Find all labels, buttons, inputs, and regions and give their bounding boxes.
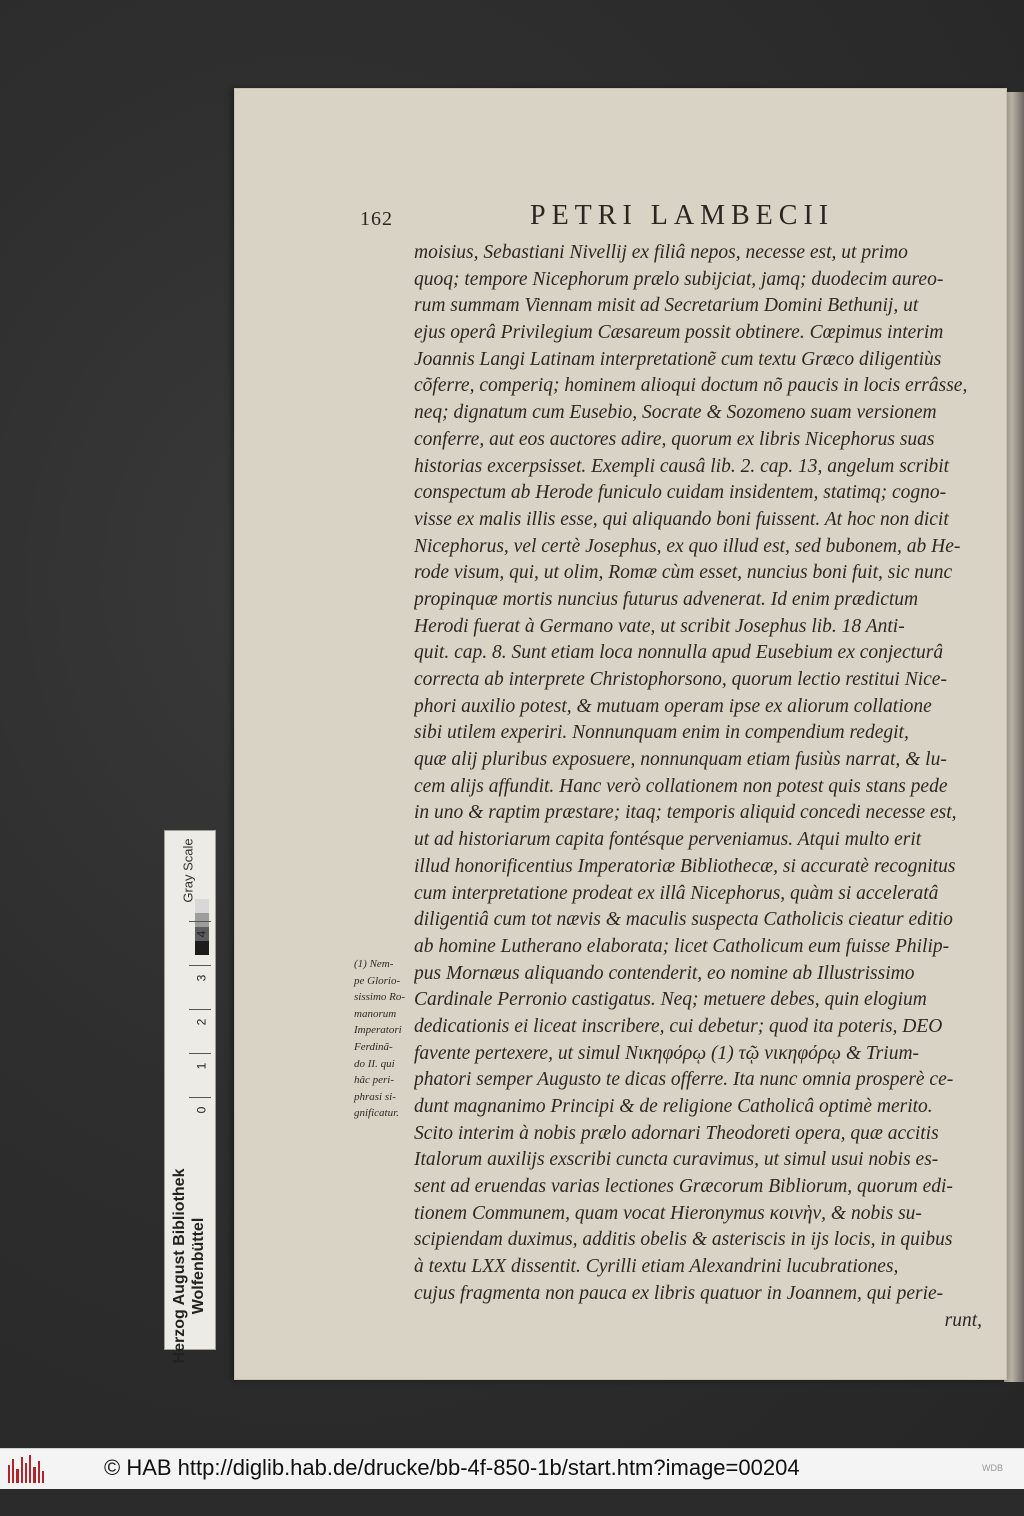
footer-bar <box>0 1448 1024 1489</box>
text-line: sibi utilem experiri. Nonnunquam enim in compendium redegit, <box>414 722 909 744</box>
text-line: Nicephorus, vel certè Josephus, ex quo illud est, sed bubonem, ab He- <box>414 535 961 557</box>
ruler-number: 4 <box>194 930 209 938</box>
text-line: Scito interim à nobis prælo adornari Theodoreti opera, quæ accitis <box>414 1122 939 1144</box>
text-line: in uno & raptim præstare; itaq; temporis aliquid concedi necesse est, <box>414 802 957 824</box>
text-line: visse ex malis illis esse, qui aliquando boni fuissent. At hoc non dicit <box>414 508 949 530</box>
text-line: phori auxilio potest, & mutuam operam ipse ex aliorum collatione <box>414 695 932 717</box>
text-line: phatori semper Augusto te dicas offerre. Ita nunc omnia prosperè ce- <box>414 1069 954 1091</box>
text-line: rode visum, qui, ut olim, Romæ cùm esset, nuncius boni fuit, sic nunc <box>414 562 953 584</box>
text-line: ab homine Lutherano elaborata; licet Catholicum eum fuisse Philip- <box>414 935 950 957</box>
brand-line-2: Wolfenbüttel <box>190 1217 207 1315</box>
logo-bar <box>33 1467 35 1483</box>
ruler-tick <box>189 1053 211 1054</box>
ruler-tick <box>189 1097 211 1098</box>
text-line: à textu LXX dissentit. Cyrilli etiam Alexandrini lucubrationes, <box>414 1256 899 1278</box>
ruler-tick <box>189 965 211 966</box>
body-text <box>414 240 982 1334</box>
logo-bar <box>21 1457 23 1483</box>
gray-patch <box>195 899 209 913</box>
logo-bar <box>42 1471 44 1483</box>
gray-scale-label: Gray Scale <box>180 838 196 903</box>
text-line: quoq; tempore Nicephorum prælo subijciat, jamq; duodecim aureo- <box>414 268 944 290</box>
marginal-note-line: gnificatur. <box>354 1107 399 1120</box>
footer-url[interactable]: © HAB http://diglib.hab.de/drucke/bb-4f-850-1b/start.htm?image=00204 <box>104 1455 800 1480</box>
text-line: ut ad historiarum capita fontésque perveniamus. Atqui multo erit <box>414 829 922 851</box>
marginal-note-line: do II. qui <box>354 1057 395 1070</box>
text-line: Cardinale Perronio castigatus. Neq; metuere debes, quin elogium <box>414 989 927 1011</box>
marginal-note-line: manorum <box>354 1007 397 1020</box>
text-line: propinquæ mortis nuncius futurus advenerat. Id enim prædictum <box>414 588 919 610</box>
logo-bar <box>25 1463 27 1483</box>
text-line: diligentiâ cum tot nævis & maculis suspecta Catholicis cieatur editio <box>414 909 953 931</box>
footer-mark: WDB <box>982 1463 1003 1473</box>
ruler-tick <box>189 921 211 922</box>
text-line: Joannis Langi Latinam interpretationẽ cum textu Græco diligentiùs <box>414 348 942 370</box>
text-line: cum interpretatione prodeat ex illâ Nicephorus, quàm si acceleratâ <box>414 882 939 904</box>
text-line: scipiendam duximus, additis obelis & asteriscis in ijs locis, in quibus <box>414 1229 953 1251</box>
text-line: dedicationis ei liceat inscribere, cui debetur; quod ita poteris, DEO <box>414 1015 943 1037</box>
text-line: tionem Communem, quam vocat Hieronymus κοινὴν, & nobis su- <box>414 1202 922 1224</box>
gray-patch <box>195 913 209 927</box>
text-line: cõferre, comperiq; hominem alioqui doctum nõ paucis in locis errâsse, <box>414 375 968 397</box>
text-line: quit. cap. 8. Sunt etiam loca nonnulla apud Eusebium ex conjecturâ <box>414 642 944 664</box>
marginal-note-line: pe Glorio- <box>354 974 401 987</box>
marginal-note-line: (1) Nem- <box>354 958 394 970</box>
gray-scale-card <box>164 830 216 1364</box>
ruler-tick <box>189 1009 211 1010</box>
text-line: cem alijs affundit. Hanc verò collationem non potest quis stans pede <box>414 775 948 797</box>
text-line: historias excerpsisset. Exempli causâ lib. 2. cap. 13, angelum scribit <box>414 455 950 477</box>
text-line: pus Mornæus aliquando contenderit, eo nomine ab Illustrissimo <box>414 962 915 984</box>
text-line: dunt magnanimo Principi & de religione Catholicâ optimè merito. <box>414 1096 933 1117</box>
logo-bar <box>8 1465 10 1483</box>
text-line: moisius, Sebastiani Nivellij ex filiâ nepos, necesse est, ut primo <box>414 242 908 263</box>
logo-bar <box>12 1459 14 1483</box>
text-line: neq; dignatum cum Eusebio, Socrate & Sozomeno suam versionem <box>414 402 937 424</box>
logo-bar <box>16 1469 18 1483</box>
library-brand <box>170 1016 208 1516</box>
text-line: Herodi fuerat à Germano vate, ut scribit Josephus lib. 18 Anti- <box>414 615 905 637</box>
marginal-note-line: Ferdinã- <box>354 1040 393 1053</box>
text-line: cujus fragmenta non pauca ex libris quatuor in Joannem, qui perie- <box>414 1282 944 1304</box>
gray-patch <box>195 941 209 955</box>
hab-logo-icon <box>8 1455 44 1483</box>
text-line: correcta ab interprete Christophorsono, quorum lectio restitui Nice- <box>414 669 947 690</box>
marginal-note-line: phrasi si- <box>354 1090 396 1103</box>
logo-bar <box>38 1461 40 1483</box>
text-line: Italorum auxilijs exscribi cuncta curavimus, ut simul usui nobis es- <box>414 1149 939 1171</box>
marginal-note <box>354 956 416 1122</box>
text-line: sent ad eruendas varias lectiones Græcorum Bibliorum, quorum edi- <box>414 1176 953 1198</box>
text-line: quæ alij pluribus exposuere, nonnunquam etiam fusiùs narrat, & lu- <box>414 749 947 771</box>
catchword: runt, <box>944 1309 982 1331</box>
text-line: favente pertexere, ut simul Νικηφόρῳ (1) τῷ νικηφόρῳ & Trium- <box>414 1042 920 1064</box>
page-edge <box>1004 92 1024 1382</box>
text-line: illud honorificentius Imperatoriæ Bibliothecæ, si accuratè recognitus <box>414 855 956 877</box>
text-line: conspectum ab Herode funiculo cuidam insidentem, statimq; cogno- <box>414 482 947 504</box>
ruler-number: 1 <box>194 1062 209 1070</box>
text-line: rum summam Viennam misit ad Secretarium Domini Bethunij, ut <box>414 295 919 317</box>
marginal-note-line: sissimo Ro- <box>354 991 406 1004</box>
ruler-number: 3 <box>194 974 209 982</box>
logo-bar <box>29 1455 31 1483</box>
brand-line-1: Herzog August Bibliothek <box>171 1168 188 1364</box>
text-line: conferre, aut eos auctores adire, quorum ex libris Nicephorus suas <box>414 428 935 450</box>
running-head: PETRI LAMBECII <box>530 200 835 231</box>
marginal-note-line: Imperatori <box>354 1024 402 1037</box>
marginal-note-line: hâc peri- <box>354 1074 395 1087</box>
ruler-number: 0 <box>194 1106 209 1114</box>
text-line: ejus operâ Privilegium Cæsareum possit obtinere. Cœpimus interim <box>414 322 944 344</box>
page-header <box>360 200 980 240</box>
page-number: 162 <box>360 208 393 230</box>
ruler-number: 2 <box>194 1018 209 1026</box>
